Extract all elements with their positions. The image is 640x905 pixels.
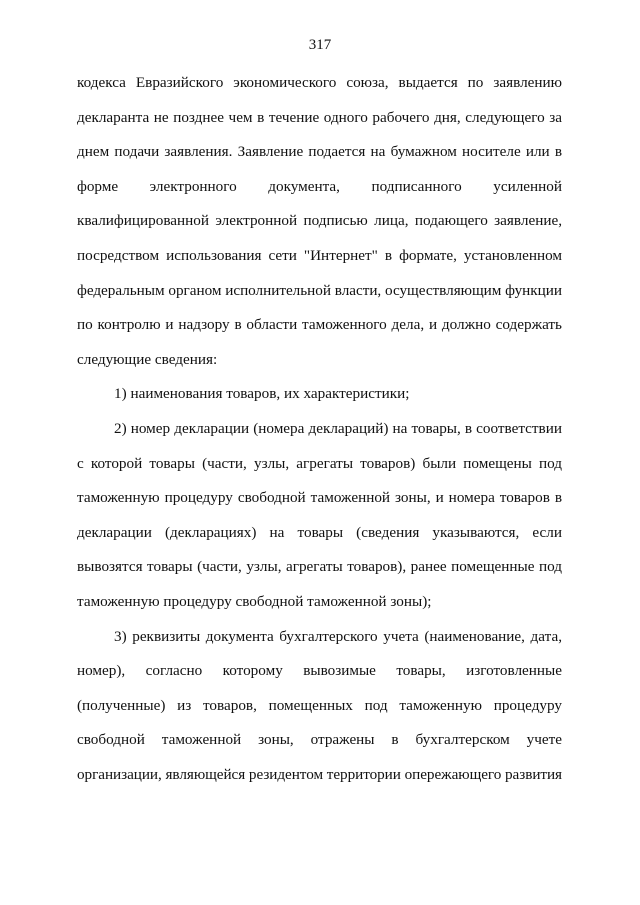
- text-line: вывозятся товары (части, узлы, агрегаты товаров), ранее помещенные под: [77, 558, 562, 576]
- text-line: посредством использования сети "Интернет" в формате, установленном: [77, 246, 562, 264]
- list-item-1: 1) наименования товаров, их характеристики;: [114, 385, 410, 403]
- list-item-2: 2) номер декларации (номера деклараций) на товары, в соответствии: [114, 419, 562, 437]
- text-line: следующие сведения:: [77, 350, 218, 368]
- text-line: с которой товары (части, узлы, агрегаты товаров) были помещены под: [77, 454, 562, 472]
- text-line: декларации (декларациях) на товары (сведения указываются, если: [77, 523, 562, 541]
- page-number: 317: [308, 37, 332, 53]
- text-line: кодекса Евразийского экономического союза, выдается по заявлению: [77, 74, 562, 91]
- text-line: декларанта не позднее чем в течение одного рабочего дня, следующего за: [77, 108, 562, 126]
- text-line: по контролю и надзору в области таможенного дела, и должно содержать: [77, 316, 562, 334]
- text-line: таможенную процедуру свободной таможенной зоны, и номера товаров в: [77, 489, 562, 507]
- text-line: организации, являющейся резидентом территории опережающего развития: [77, 765, 562, 783]
- text-line: свободной таможенной зоны, отражены в бухгалтерском учете: [77, 731, 562, 749]
- text-line: таможенную процедуру свободной таможенной зоны);: [77, 592, 432, 610]
- text-line: форме электронного документа, подписанного усиленной: [77, 177, 562, 195]
- body-text: [77, 72, 562, 798]
- text-line: федеральным органом исполнительной власти, осуществляющим функции: [77, 281, 562, 299]
- text-line: номер), согласно которому вывозимые товары, изготовленные: [77, 662, 562, 680]
- text-line: квалифицированной электронной подписью лица, подающего заявление,: [77, 212, 562, 230]
- text-line: (полученные) из товаров, помещенных под таможенную процедуру: [77, 696, 562, 714]
- list-item-3: 3) реквизиты документа бухгалтерского учета (наименование, дата,: [114, 627, 562, 645]
- text-line: днем подачи заявления. Заявление подается на бумажном носителе или в: [77, 143, 562, 161]
